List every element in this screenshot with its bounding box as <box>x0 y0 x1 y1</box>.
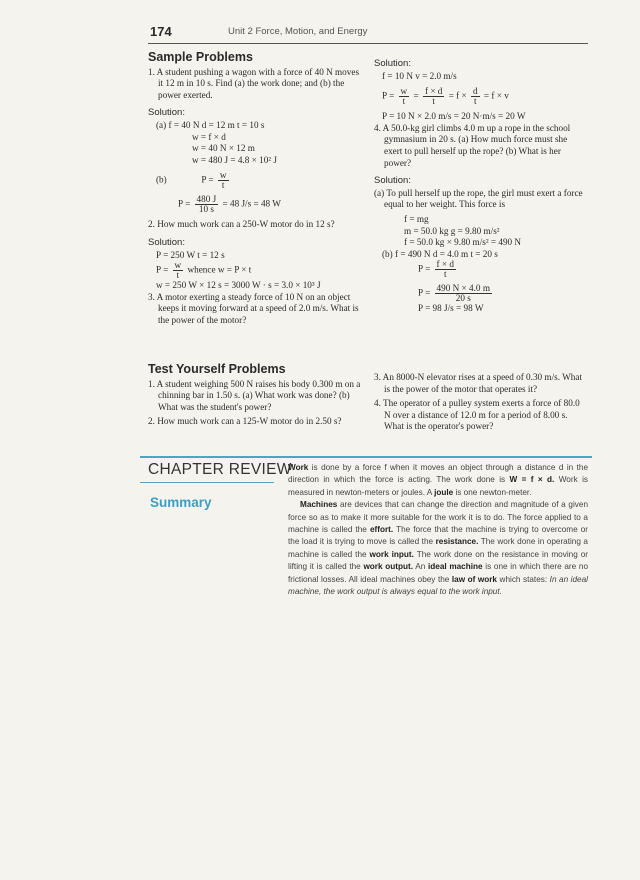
solution-2-line: P = 250 W t = 12 s <box>156 249 225 260</box>
solution-1-line: w = 480 J = 4.8 × 10² J <box>192 154 277 165</box>
solution-1-line: w = 40 N × 12 m <box>192 143 255 154</box>
summary-run: Work is measured in newton-meters or joules. A <box>288 475 588 497</box>
problem-1: 1. A student pushing a wagon with a force of 40 N moves it 12 m in 10 s. Find (a) the work done; and (b) the power exerted. <box>148 66 360 100</box>
solution-1b-formula: (b) P = $\frac{w}{t}$ <box>156 170 227 191</box>
summary-run: The work done on the resistance in moving or lifting it is called the <box>288 549 589 572</box>
problem-3: 3. A motor exerting a steady force of 10 N on an object keeps it moving forward at a speed of 2.0 m/s. What is the power of the motor? <box>148 291 359 325</box>
solution-1-line: (a) f = 40 N d = 12 m t = 10 s <box>156 119 265 130</box>
solution-4b-result: P = 98 J/s = 98 W <box>418 303 484 314</box>
solution-3-line: f = 10 N v = 2.0 m/s <box>382 70 457 81</box>
solution-3-formula: P = $\frac{w}{t}$ = $\frac{f \times d}{t}$ = f × $\frac{d}{t}$ = f × v <box>382 86 509 107</box>
summary-heading: Summary <box>150 495 212 510</box>
summary-run: joule <box>434 487 454 497</box>
summary-run: Work <box>288 463 309 472</box>
solution-4-line: f = 50.0 kg × 9.80 m/s² = 490 N <box>404 237 522 248</box>
header-rule <box>148 43 588 44</box>
solution-4b-formula: P = $\frac{f \times d}{t}$ <box>418 259 454 280</box>
chapter-review-title: CHAPTER REVIEW <box>148 461 292 478</box>
test-yourself-heading: Test Yourself Problems <box>148 362 286 376</box>
summary-run: W = f × d. <box>509 475 555 485</box>
sample-problems-heading: Sample Problems <box>148 50 253 64</box>
fraction: $\frac{w}{t}$ <box>219 170 227 191</box>
fraction: $\frac{480 J}{10 s}$ <box>196 194 217 215</box>
sample-problems-left <box>148 52 366 330</box>
fraction: $\frac{w}{t}$ <box>400 86 408 107</box>
summary-run: In an ideal machine, the work output is always equal to the work input. <box>288 574 588 597</box>
summary-run: resistance. <box>435 537 479 547</box>
summary-run: is one newton-meter. <box>453 487 532 497</box>
test-problem-3: 3. An 8000-N elevator rises at a speed of 0.30 m/s. What is the power of the motor that operates it? <box>374 372 583 394</box>
sample-problems-right <box>374 58 586 315</box>
summary-run: The work done in operating a machine is called the <box>288 537 588 559</box>
solution-label: Solution: <box>148 107 185 119</box>
solution-4-line: m = 50.0 kg g = 9.80 m/s² <box>404 225 500 236</box>
problem-2: 2. How much work can a 250-W motor do in 12 s? <box>148 219 335 230</box>
test-problem-4: 4. The operator of a pulley system exerts a force of 80.0 N over a distance of 12.0 m for a period of 8.00 s. What is the operator's power? <box>374 398 580 432</box>
solution-2-line: w = 250 W × 12 s = 3000 W · s = 3.0 × 10³ J <box>156 280 321 291</box>
summary-run: ideal machine <box>427 562 483 572</box>
chapter-review-rule <box>140 456 592 458</box>
summary-paragraph <box>288 462 588 499</box>
summary-run: is done by a force f when it moves an object through a distance d in the direction in which the force is acting. The work done is <box>288 463 588 485</box>
running-head: Unit 2 Force, Motion, and Energy <box>228 26 368 37</box>
solution-label: Solution: <box>374 175 411 187</box>
solution-4-line: f = mg <box>404 213 429 224</box>
fraction: $\frac{f \times d}{t}$ <box>424 86 443 107</box>
solution-4a-text: (a) To pull herself up the rope, the girl must exert a force equal to her weight. This force is <box>374 187 583 210</box>
summary-text <box>288 462 588 598</box>
solution-2-formula: P = $\frac{w}{t}$ whence w = P × t <box>156 260 252 281</box>
test-yourself-right <box>374 372 586 436</box>
summary-run: work input. <box>369 549 414 559</box>
solution-label: Solution: <box>148 236 185 248</box>
solution-label: Solution: <box>374 58 411 69</box>
test-problem-2: 2. How much work can a 125-W motor do in 2.50 s? <box>148 416 342 427</box>
page-number: 174 <box>150 24 172 39</box>
problem-4: 4. A 50.0-kg girl climbs 4.0 m up a rope in the school gymnasium in 20 s. (a) How much force must she exert to pull herself up the rope? (b) What is her power? <box>374 122 571 168</box>
solution-4b-line: (b) f = 490 N d = 4.0 m t = 20 s <box>382 248 498 259</box>
solution-1b-result: P = $\frac{480 J}{10 s}$ = 48 J/s = 48 W <box>178 194 281 215</box>
fraction: $\frac{490 N \times 4.0 m}{20 s}$ <box>436 283 490 304</box>
solution-3-line: P = 10 N × 2.0 m/s = 20 N·m/s = 20 W <box>382 111 526 122</box>
test-yourself-left <box>148 364 366 431</box>
test-problem-1: 1. A student weighing 500 N raises his body 0.300 m on a chinning bar in 1.50 s. (a) What work was done? (b) What was the student's power? <box>148 378 361 412</box>
summary-run: The force that the machine is trying to overcome or the load it is trying to move is called the <box>288 525 589 547</box>
summary-run: An <box>413 562 428 572</box>
summary-paragraph <box>288 499 588 598</box>
fraction: $\frac{w}{t}$ <box>174 260 182 281</box>
fraction: $\frac{d}{t}$ <box>473 86 478 107</box>
chapter-review-underline <box>140 482 274 483</box>
summary-run: effort. <box>369 525 394 535</box>
summary-run: which states: <box>497 574 550 584</box>
solution-1-line: w = f × d <box>192 131 226 142</box>
solution-4b-formula: P = $\frac{490 N \times 4.0 m}{20 s}$ <box>418 283 490 304</box>
fraction: $\frac{f \times d}{t}$ <box>436 259 454 280</box>
summary-run: is one in which there are no frictional losses. All ideal machines obey the <box>288 562 589 584</box>
summary-run: law of work <box>451 574 497 584</box>
summary-run: work output. <box>363 562 413 572</box>
summary-run: Machines <box>300 500 338 510</box>
summary-run: are devices that can change the direction and magnitude of a given force so as to make it more suitable for the work it is to do. The force applied to a machine is called the <box>288 500 588 535</box>
